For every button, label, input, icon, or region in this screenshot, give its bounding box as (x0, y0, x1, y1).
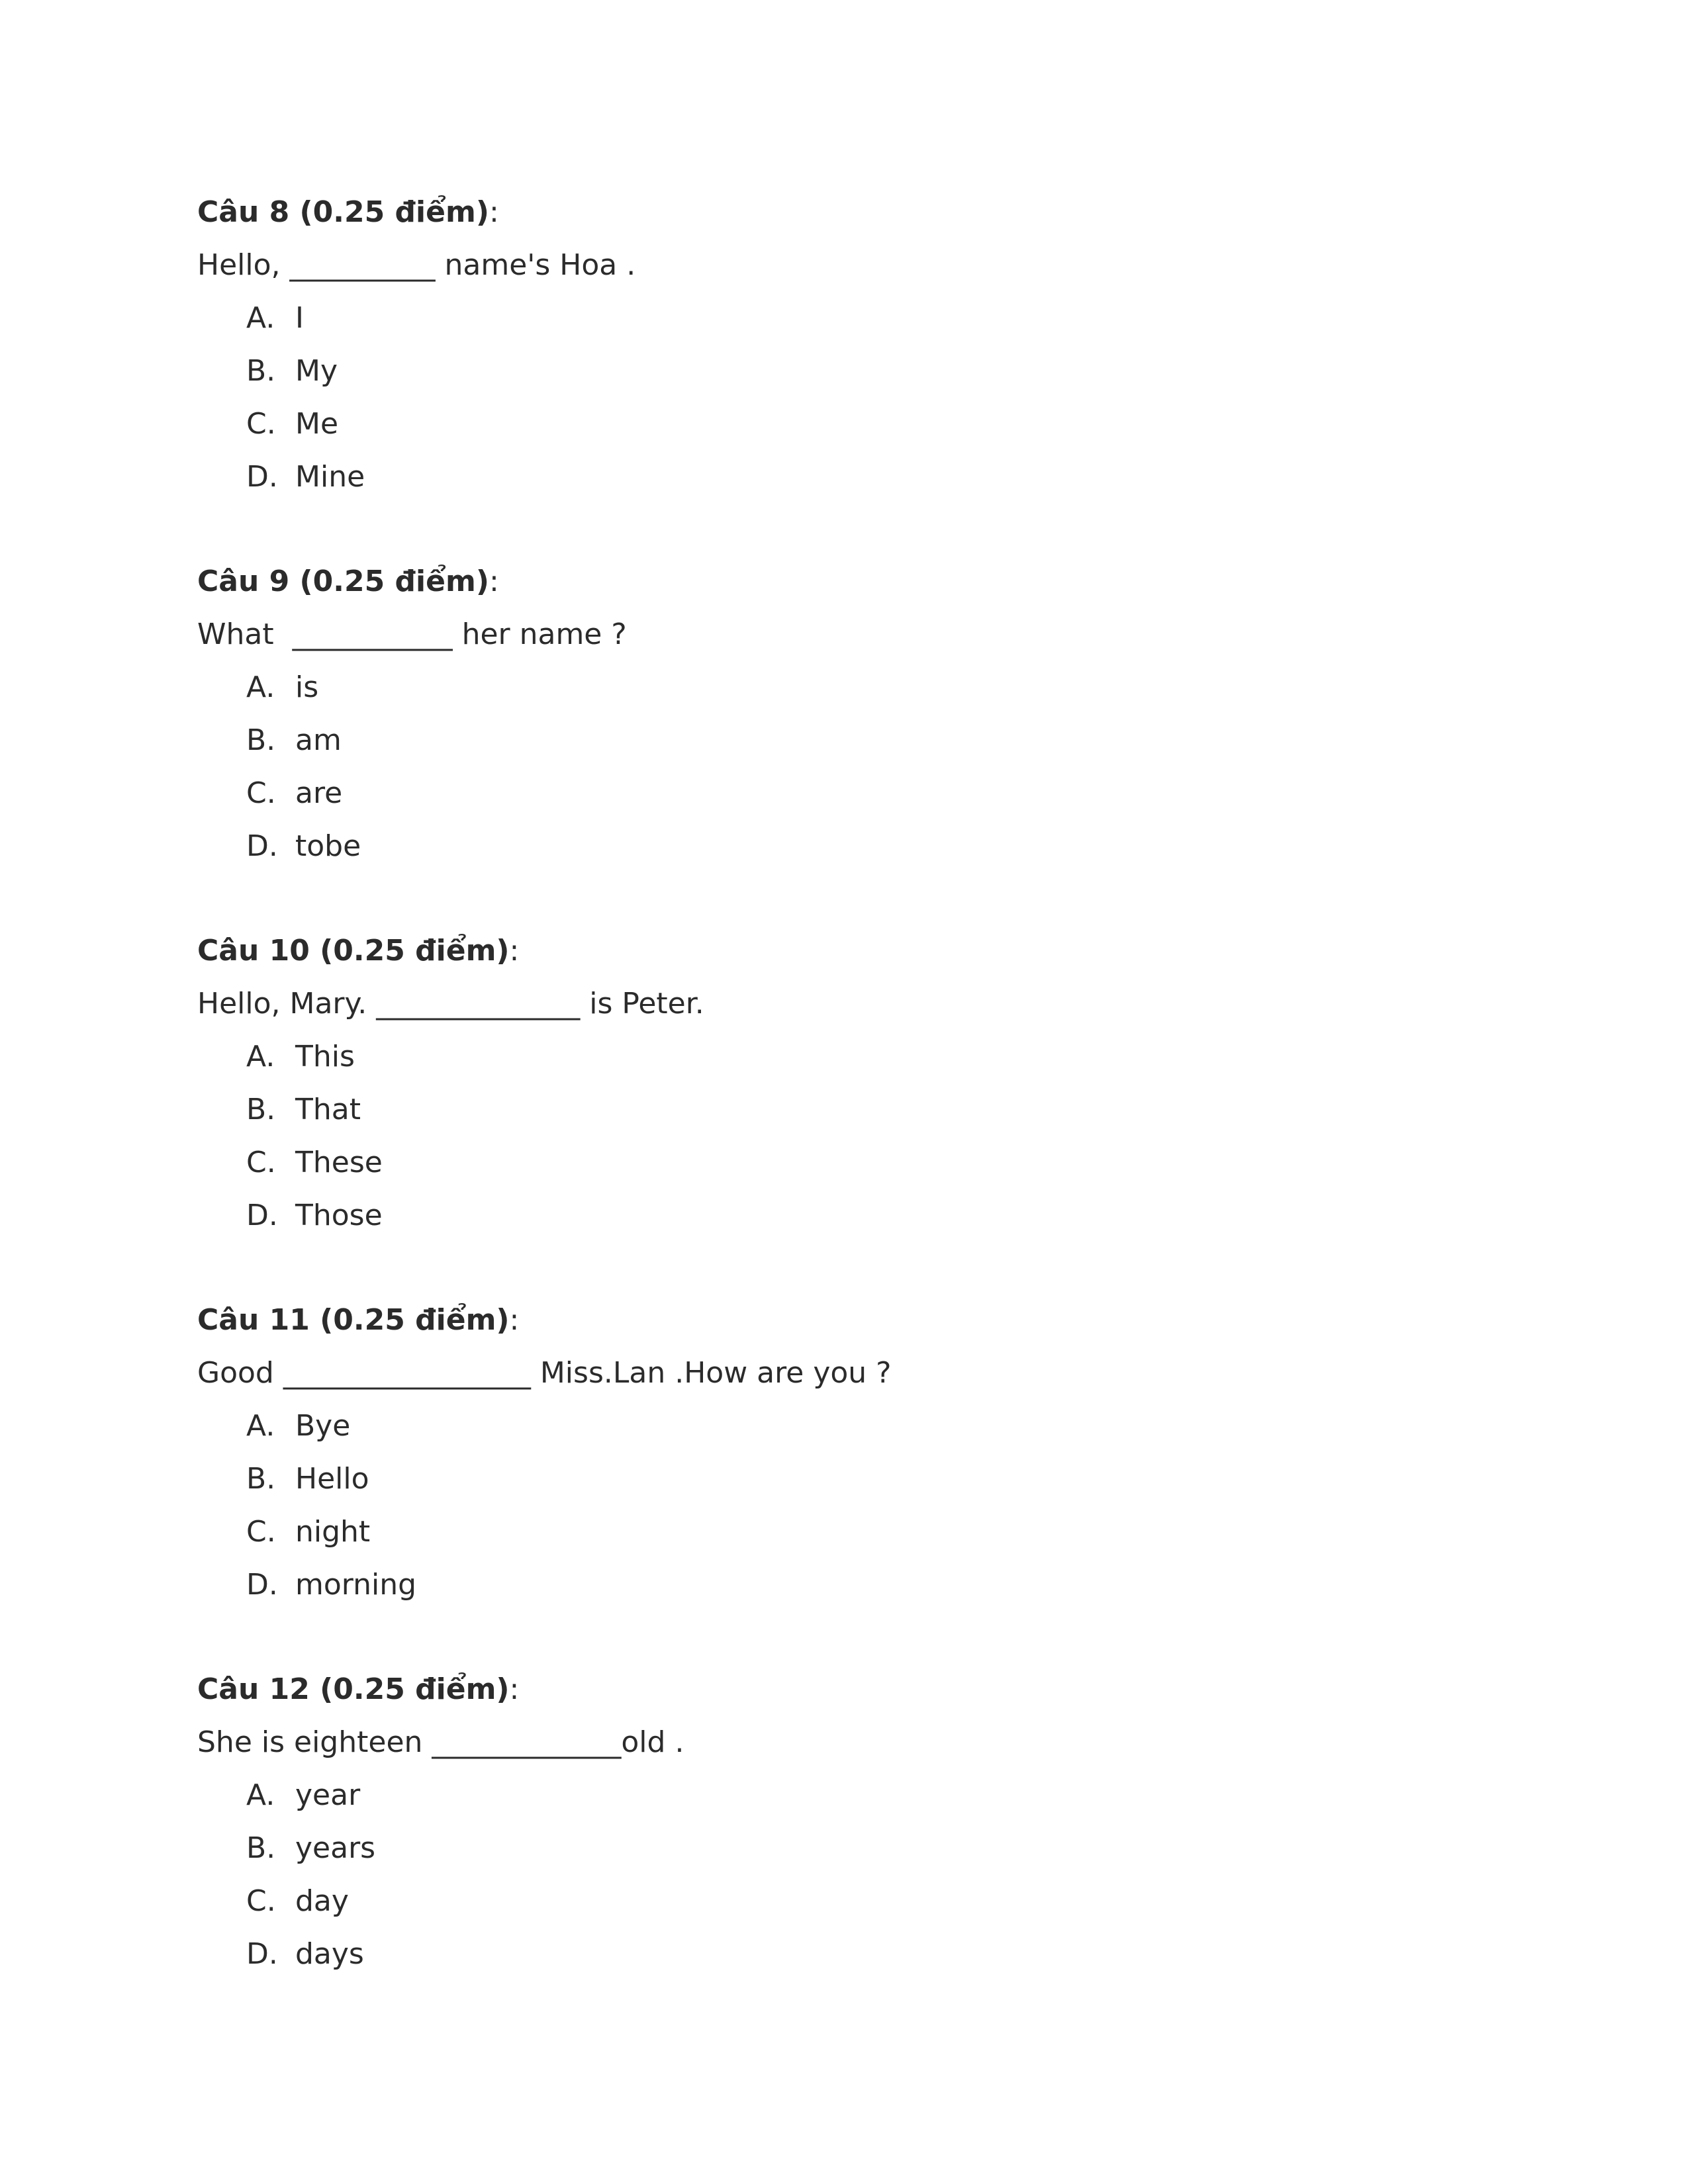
option-text: I (295, 301, 304, 335)
option-text: are (295, 776, 343, 810)
answer-options (197, 666, 1521, 868)
question-9 (197, 560, 1521, 868)
option-text: day (295, 1884, 349, 1918)
option-b (197, 719, 1521, 762)
question-title: Câu 11 (0.25 điểm) (197, 1303, 510, 1337)
question-12 (197, 1668, 1521, 1976)
option-letter: A. (246, 1778, 275, 1812)
question-text: What ___________ her name ? (197, 617, 627, 651)
question-colon: : (509, 1303, 520, 1337)
option-c (197, 1141, 1521, 1185)
answer-options (197, 1404, 1521, 1607)
question-title: Câu 9 (0.25 điểm) (197, 565, 489, 598)
option-a (197, 666, 1521, 709)
question-heading (197, 191, 1521, 234)
option-text: These (295, 1146, 383, 1179)
option-text: days (295, 1937, 364, 1971)
option-a (197, 1774, 1521, 1817)
option-letter: B. (246, 1831, 276, 1865)
option-d (197, 1563, 1521, 1607)
answer-options (197, 1035, 1521, 1238)
option-c (197, 1510, 1521, 1554)
option-b (197, 1827, 1521, 1870)
option-text: My (295, 354, 338, 388)
option-letter: B. (246, 723, 276, 757)
option-c (197, 1880, 1521, 1923)
option-text: tobe (295, 829, 361, 863)
question-8 (197, 191, 1521, 499)
option-d (197, 825, 1521, 868)
option-letter: B. (246, 1093, 276, 1126)
option-letter: A. (246, 1409, 275, 1443)
option-text: Those (295, 1199, 383, 1232)
option-text: morning (295, 1568, 417, 1602)
question-text: Hello, __________ name's Hoa . (197, 248, 636, 282)
option-letter: D. (246, 1199, 278, 1232)
option-text: Bye (295, 1409, 351, 1443)
option-letter: D. (246, 1568, 278, 1602)
option-letter: A. (246, 301, 275, 335)
answer-options (197, 1774, 1521, 1976)
question-colon: : (509, 934, 520, 968)
question-colon: : (489, 195, 499, 229)
option-text: year (295, 1778, 361, 1812)
option-b (197, 1457, 1521, 1501)
question-heading (197, 929, 1521, 973)
option-letter: C. (246, 1146, 276, 1179)
option-text: night (295, 1515, 371, 1549)
option-letter: C. (246, 1884, 276, 1918)
option-b (197, 1088, 1521, 1132)
option-a (197, 1404, 1521, 1448)
option-c (197, 402, 1521, 446)
option-a (197, 1035, 1521, 1079)
question-11 (197, 1298, 1521, 1607)
option-d (197, 455, 1521, 499)
option-letter: B. (246, 354, 276, 388)
question-colon: : (509, 1672, 520, 1706)
option-letter: C. (246, 1515, 276, 1549)
question-text: Good _________________ Miss.Lan .How are you ? (197, 1356, 892, 1390)
option-letter: D. (246, 460, 278, 494)
option-a (197, 296, 1521, 340)
option-text: years (295, 1831, 376, 1865)
question-text: She is eighteen _____________old . (197, 1725, 684, 1759)
option-text: This (295, 1040, 355, 1073)
question-title: Câu 12 (0.25 điểm) (197, 1672, 510, 1706)
question-heading (197, 1298, 1521, 1342)
option-text: Hello (295, 1462, 369, 1496)
option-letter: C. (246, 776, 276, 810)
option-text: am (295, 723, 342, 757)
option-letter: D. (246, 1937, 278, 1971)
question-text: Hello, Mary. ______________ is Peter. (197, 987, 704, 1021)
option-d (197, 1933, 1521, 1976)
question-10 (197, 929, 1521, 1238)
option-letter: A. (246, 1040, 275, 1073)
option-text: That (295, 1093, 361, 1126)
option-letter: A. (246, 670, 275, 704)
option-letter: B. (246, 1462, 276, 1496)
document-page (197, 191, 1521, 2037)
question-heading (197, 560, 1521, 604)
answer-options (197, 296, 1521, 499)
question-title: Câu 8 (0.25 điểm) (197, 195, 489, 229)
option-text: Me (295, 407, 339, 441)
option-letter: D. (246, 829, 278, 863)
option-text: is (295, 670, 319, 704)
option-b (197, 349, 1521, 393)
option-text: Mine (295, 460, 365, 494)
question-heading (197, 1668, 1521, 1711)
option-letter: C. (246, 407, 276, 441)
option-c (197, 772, 1521, 815)
option-d (197, 1194, 1521, 1238)
question-title: Câu 10 (0.25 điểm) (197, 934, 510, 968)
question-colon: : (489, 565, 499, 598)
